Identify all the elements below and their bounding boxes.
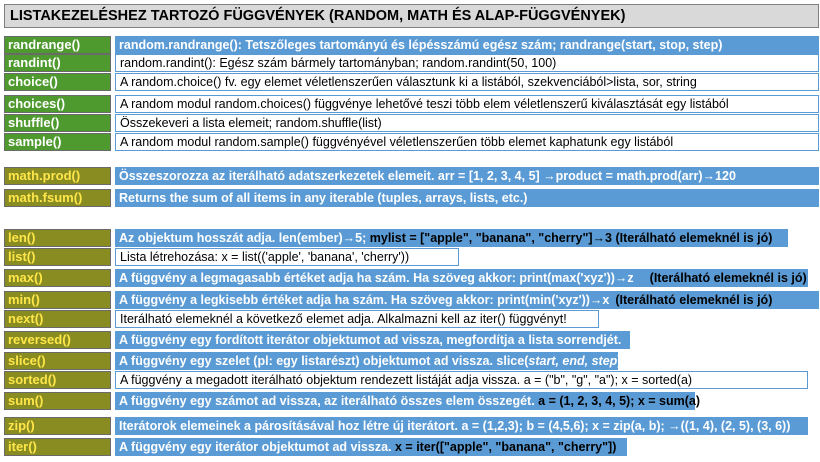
function-label: sample() [4, 133, 111, 151]
note-text: (Iterálható elemeknél is jó) [649, 271, 807, 285]
function-label: next() [4, 310, 111, 328]
note-text: (Iterálható elemeknél is jó) [615, 293, 773, 307]
function-description: Összekeveri a lista elemeit; random.shuffle(list) [115, 114, 819, 132]
function-description: random.randrange(): Tetszőleges tartományú és lépésszámú egész szám; randrange(start, stop, step) [115, 36, 819, 54]
function-description: A random modul random.sample() függvényével véletlenszerűen több elemet kaphatunk egy listából [115, 133, 819, 151]
function-label: choice() [4, 73, 111, 91]
function-description [115, 291, 819, 309]
function-label: randrange() [4, 36, 111, 54]
function-description: A random modul random.choices() függvénye lehetővé teszi több elem véletlenszerű kiválasztását egy listából [115, 95, 819, 113]
description-text-end: ) [617, 354, 622, 368]
function-description: A függvény egy fordított iterátor objektumot ad vissza, megfordítja a lista sorrendjét. [115, 331, 630, 349]
function-label: randint() [4, 54, 111, 72]
function-label: math.fsum() [4, 189, 111, 207]
function-description: A függvény a megadott iterálható objektum rendezett listáját adja vissza. a = ("b", "g", "a"); x = sorted(a) [115, 371, 808, 389]
function-label: sum() [4, 392, 111, 410]
function-description [115, 269, 808, 287]
function-label: choices() [4, 95, 111, 113]
description-text: A függvény egy számot ad vissza, az iterálható összes elem összegét. [119, 394, 535, 408]
function-description: A random.choice() fv. egy elemet véletlenszerűen választunk ki a listából, szekvenciából>lista, sor, string [115, 73, 819, 91]
function-description: Összeszorozza az iterálható adatszerkezetek elemeit. arr = [1, 2, 3, 4, 5] →product = math.prod(arr)→120 [115, 167, 819, 185]
code-example: x = iter(["apple", "banana", "cherry"]) [391, 440, 617, 454]
function-description [115, 352, 622, 370]
function-description: Lista létrehozása: x = list(('apple', 'banana', 'cherry')) [115, 248, 459, 266]
page-title: LISTAKEZELÉSHEZ TARTOZÓ FÜGGVÉNYEK (RANDOM, MATH ÉS ALAP-FÜGGVÉNYEK) [4, 4, 819, 28]
function-label: len() [4, 229, 111, 247]
function-label: slice() [4, 352, 111, 370]
function-description: Returns the sum of all items in any iterable (tuples, arrays, lists, etc.) [115, 189, 819, 207]
function-description [115, 392, 701, 410]
function-label: zip() [4, 417, 111, 435]
function-label: math.prod() [4, 167, 111, 185]
function-label: shuffle() [4, 114, 111, 132]
description-text: A függvény a legmagasabb értéket adja ha szám. Ha szöveg akkor: print(max('xyz'))→z [119, 271, 634, 285]
code-example: mylist = ["apple", "banana", "cherry"]→3 (Iterálható elemeknél is jó) [366, 231, 773, 245]
function-label: sorted() [4, 371, 111, 389]
function-label: list() [4, 248, 111, 266]
function-label: min() [4, 291, 111, 309]
description-text: Az objektum hosszát adja. len(ember)→5; [119, 231, 367, 245]
description-text: A függvény a legkisebb értéket adja ha szám. Ha szöveg akkor: print(min('xyz'))→x [119, 293, 610, 307]
slice-args: start, end, step [528, 354, 618, 368]
function-label: max() [4, 269, 111, 287]
function-description [115, 229, 788, 247]
function-description [115, 438, 627, 456]
function-label: reversed() [4, 331, 111, 349]
description-text: A függvény egy szelet (pl: egy listarészt) objektumot ad vissza. slice( [119, 354, 529, 368]
code-example: a = (1, 2, 3, 4, 5); x = sum(a) [534, 394, 701, 408]
function-description: Iterátorok elemeinek a párosításával hoz létre új iterátort. a = (1,2,3); b = (4,5,6); x = zip(a, b); →((1, 4), (2, 5), (3, 6)) [115, 417, 808, 435]
function-description: random.randint(): Egész szám bármely tartományban; random.randint(50, 100) [115, 54, 819, 72]
function-description: Iterálható elemeknél a következő elemet adja. Alkalmazni kell az iter() függvényt! [115, 310, 599, 328]
description-text: A függvény egy iterátor objektumot ad vissza. [119, 440, 392, 454]
function-label: iter() [4, 438, 111, 456]
